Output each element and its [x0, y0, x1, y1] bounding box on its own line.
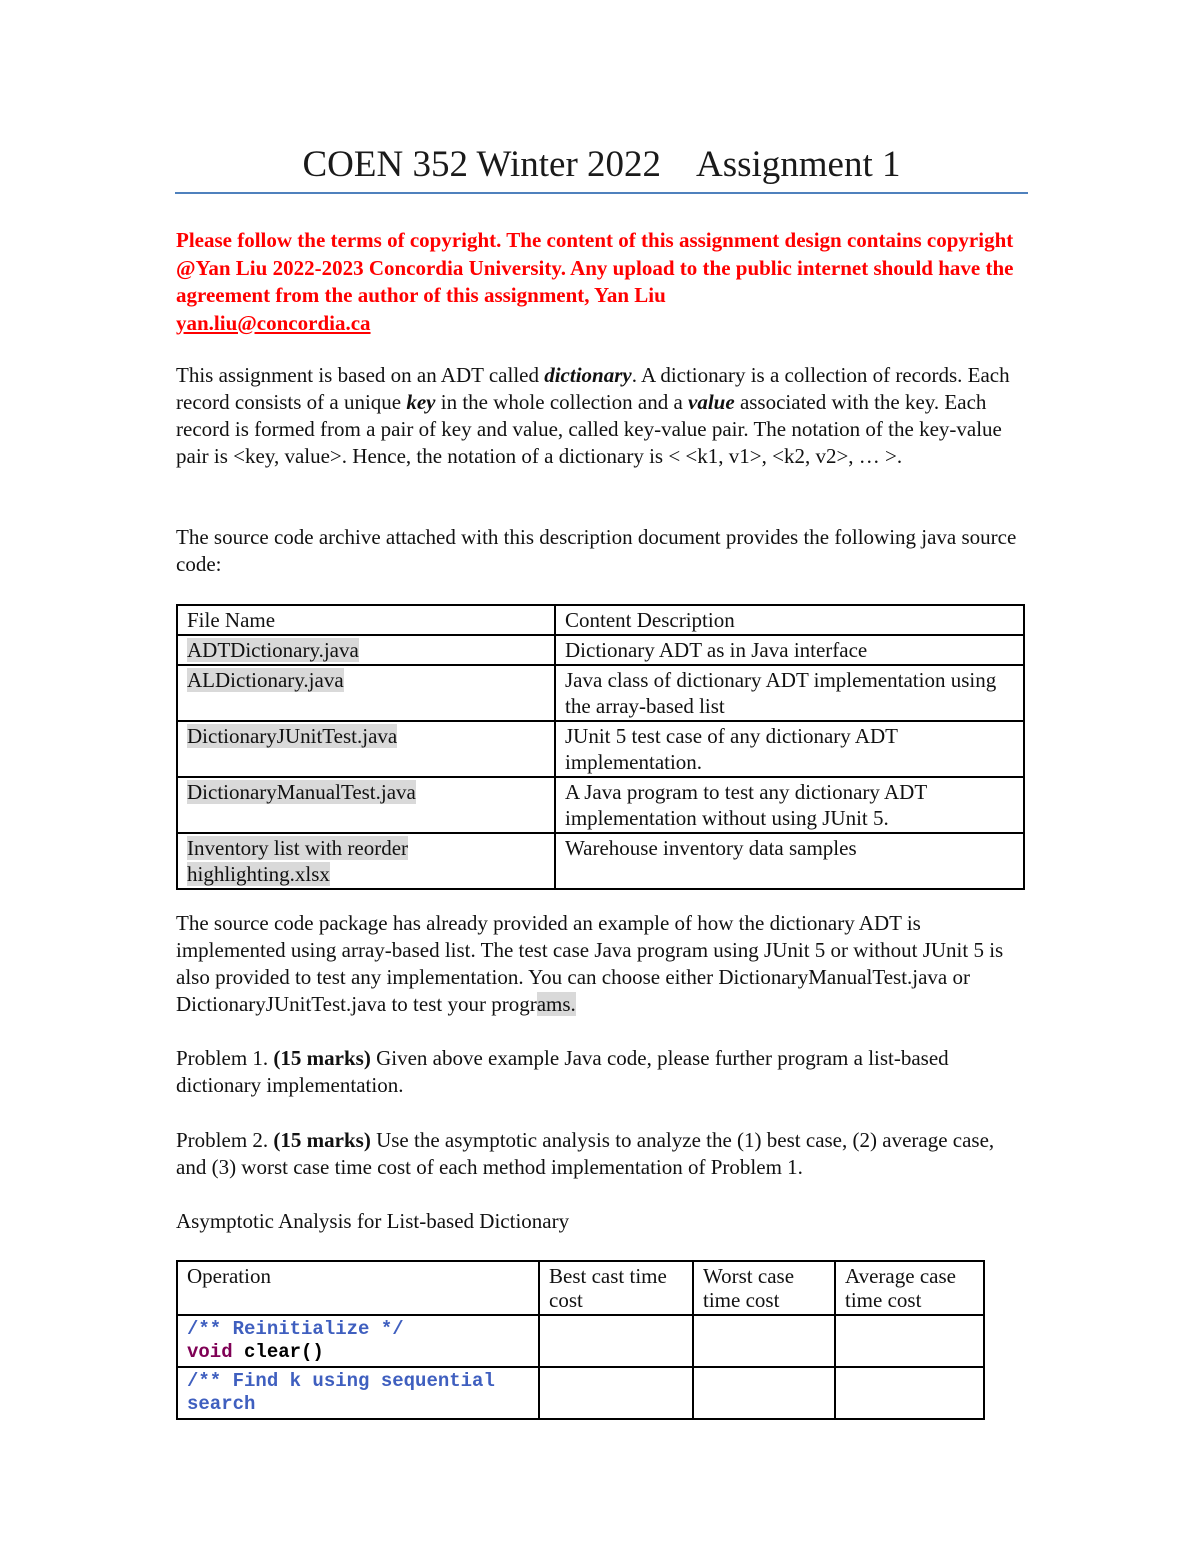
- files-table: [176, 604, 1025, 890]
- code-comment: /** Find k using sequential search: [187, 1370, 495, 1415]
- worst-case-cell: [693, 1315, 835, 1367]
- problem-1-marks: (15 marks): [273, 1046, 371, 1070]
- table-header-row: [177, 1261, 984, 1315]
- term-value: value: [688, 390, 735, 414]
- file-description: Java class of dictionary ADT implementation using the array-based list: [555, 665, 1024, 721]
- problem-1-label: Problem 1.: [176, 1046, 274, 1070]
- header-operation: Operation: [177, 1261, 539, 1315]
- file-name: Inventory list with reorder highlighting.xlsx: [187, 836, 409, 886]
- problem-2-text: Use the asymptotic analysis to analyze the (1) best case, (2) average case, and (3) worst case time cost of each method implementation of Problem 1.: [176, 1128, 995, 1179]
- table-row: [177, 721, 1024, 777]
- operations-table: [176, 1260, 985, 1420]
- table-row: [177, 1315, 984, 1367]
- source-intro-paragraph: The source code archive attached with this description document provides the following java source code:: [176, 525, 1017, 576]
- operation-cell: [177, 1315, 539, 1367]
- term-key: key: [406, 390, 436, 414]
- intro-paragraph: [176, 362, 1026, 470]
- worst-case-cell: [693, 1367, 835, 1419]
- header-best-case: Best cast time cost: [539, 1261, 693, 1315]
- file-name: ALDictionary.java: [187, 668, 344, 692]
- page-title: COEN 352 Winter 2022 Assignment 1: [302, 144, 901, 185]
- problem-2: [176, 1127, 1026, 1181]
- file-description: Dictionary ADT as in Java interface: [555, 635, 1024, 665]
- term-dictionary: dictionary: [544, 363, 632, 387]
- table-row: [177, 1367, 984, 1419]
- code-comment: /** Reinitialize */: [187, 1318, 404, 1340]
- best-case-cell: [539, 1367, 693, 1419]
- table-row: [177, 635, 1024, 665]
- intro-text-4: associated with the key. Each record is formed from a pair of key and value, called key-value pair. The notation of the key-value pair is <key, value>. Hence, the notation of a dictionary is < <k1, v1>, <k2, v2>, … >.: [176, 390, 1002, 468]
- intro-text-3: in the whole collection and a: [435, 390, 689, 414]
- package-text-highlight: ams.: [536, 992, 576, 1016]
- email-link[interactable]: yan.liu@concordia.ca: [176, 310, 371, 335]
- problem-1: [176, 1045, 1026, 1099]
- code-keyword: void: [187, 1341, 233, 1363]
- average-case-cell: [835, 1315, 984, 1367]
- operation-cell: [177, 1367, 539, 1419]
- problem-2-label: Problem 2.: [176, 1128, 274, 1152]
- asymptotic-analysis-title: Asymptotic Analysis for List-based Dictionary: [176, 1209, 570, 1233]
- average-case-cell: [835, 1367, 984, 1419]
- header-file-name: File Name: [177, 605, 555, 635]
- file-description: JUnit 5 test case of any dictionary ADT implementation.: [555, 721, 1024, 777]
- header-worst-case: Worst case time cost: [693, 1261, 835, 1315]
- problem-2-marks: (15 marks): [273, 1128, 371, 1152]
- header-average-case: Average case time cost: [835, 1261, 984, 1315]
- intro-text-1: This assignment is based on an ADT called: [176, 363, 545, 387]
- file-name: DictionaryJUnitTest.java: [187, 724, 398, 748]
- header-content-description: Content Description: [555, 605, 1024, 635]
- table-row: [177, 833, 1024, 889]
- file-name: DictionaryManualTest.java: [187, 780, 416, 804]
- table-row: [177, 665, 1024, 721]
- problem-1-text: Given above example Java code, please further program a list-based dictionary implementation.: [176, 1046, 949, 1097]
- file-description: A Java program to test any dictionary ADT implementation without using JUnit 5.: [555, 777, 1024, 833]
- file-name: ADTDictionary.java: [187, 638, 359, 662]
- best-case-cell: [539, 1315, 693, 1367]
- package-paragraph: [176, 910, 1026, 1018]
- table-row: [177, 777, 1024, 833]
- copyright-notice: [176, 227, 1036, 337]
- intro-text-2: . A dictionary is a collection of records. Each record consists of a unique: [176, 363, 1010, 414]
- code-text: clear(): [232, 1341, 324, 1363]
- table-header-row: [177, 605, 1024, 635]
- copyright-text: Please follow the terms of copyright. The content of this assignment design contains copyright @Yan Liu 2022-2023 Concordia University. Any upload to the public internet should have the agreement from the author of this assignment, Yan Liu: [176, 228, 1014, 307]
- title-underline: [175, 192, 1028, 194]
- package-text: The source code package has already provided an example of how the dictionary ADT is implemented using array-based list. The test case Java program using JUnit 5 or without JUnit 5 is also provided to test any implementation. You can choose either DictionaryManualTest.java or DictionaryJUnitTest.java to test your progr: [176, 911, 1004, 1016]
- file-description: Warehouse inventory data samples: [555, 833, 1024, 889]
